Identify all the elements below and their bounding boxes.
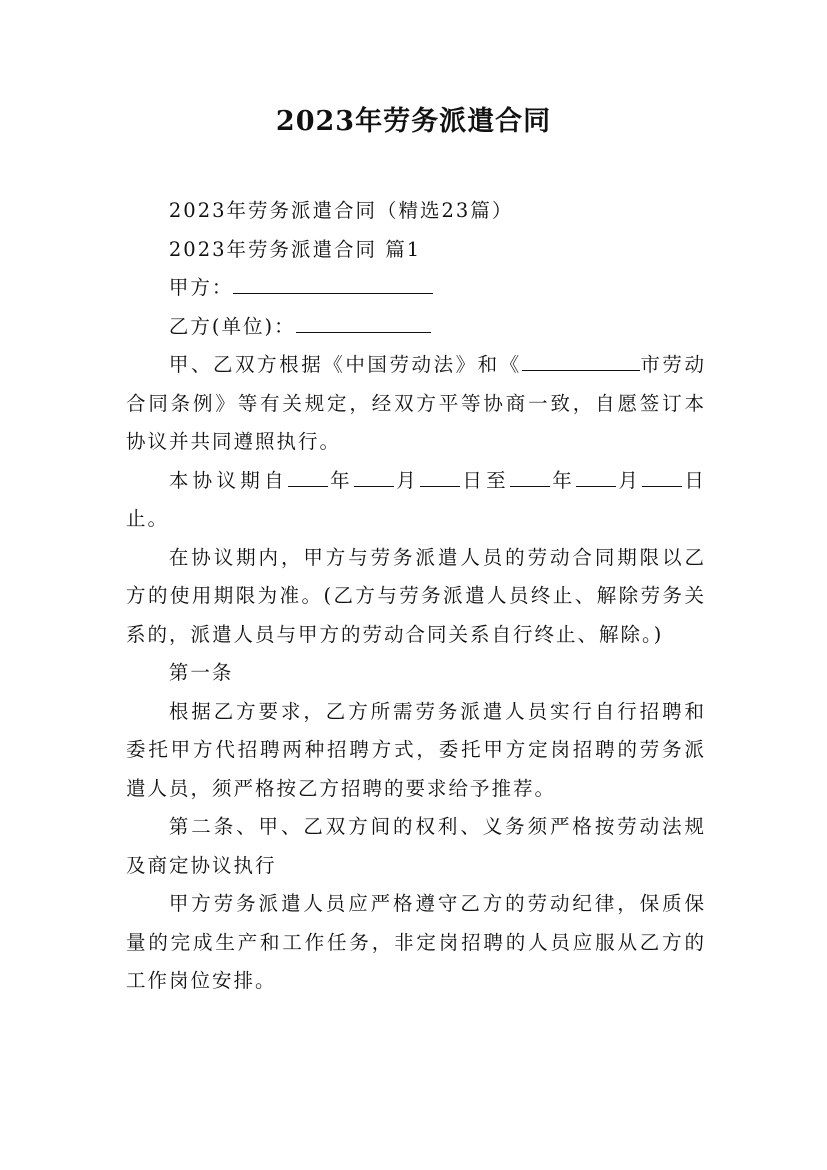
- end-day-blank: [642, 465, 682, 486]
- intro-paragraph: [126, 346, 706, 462]
- party-b-label: 乙方(单位)：: [168, 314, 296, 338]
- start-month-blank: [354, 465, 394, 486]
- subtitle-line: 2023年劳务派遣合同（精选23篇）: [168, 199, 514, 222]
- party-a-line: [126, 269, 706, 308]
- party-b-line: [126, 308, 706, 347]
- term-year-2: 年: [549, 468, 577, 492]
- intro-text-2: 市劳动合同条例》等有关规定，经双方平等协商一致，自愿签订本协议并共同遵照执行。: [126, 353, 706, 453]
- article-2-heading: 第二条、甲、乙双方间的权利、义务须严格按劳动法规及商定协议执行: [126, 815, 706, 877]
- term-month-2: 月: [616, 468, 643, 492]
- start-year-blank: [288, 465, 328, 486]
- article-2-text: 甲方劳务派遣人员应严格遵守乙方的劳动纪律，保质保量的完成生产和工作任务，非定岗招聘的人员应服从乙方的工作岗位安排。: [126, 892, 706, 992]
- term-paragraph: [126, 462, 706, 539]
- start-day-blank: [420, 465, 460, 486]
- period-paragraph: 在协议期内，甲方与劳务派遣人员的劳动合同期限以乙方的使用期限为准。(乙方与劳务派遣人员终止、解除劳务关系的，派遣人员与甲方的劳动合同关系自行终止、解除。): [126, 545, 706, 646]
- term-day-1: 日至: [460, 468, 510, 492]
- term-month-1: 月: [393, 468, 421, 492]
- intro-text-1: 甲、乙双方根据《中国劳动法》和《: [168, 353, 522, 376]
- city-blank: [522, 350, 640, 371]
- article-1-heading: 第一条: [168, 661, 234, 684]
- term-prefix: 本协议期自: [168, 468, 288, 492]
- party-a-blank: [233, 273, 433, 294]
- party-a-label: 甲方：: [168, 276, 234, 299]
- section-heading: 2023年劳务派遣合同 篇1: [168, 237, 422, 261]
- end-month-blank: [576, 465, 616, 486]
- term-year-1: 年: [327, 468, 354, 492]
- party-b-blank: [296, 311, 431, 332]
- article-1-text: 根据乙方要求，乙方所需劳务派遣人员实行自行招聘和委托甲方代招聘两种招聘方式，委托甲方定岗招聘的劳务派遣人员，须严格按乙方招聘的要求给予推荐。: [126, 699, 706, 800]
- end-year-blank: [510, 465, 550, 486]
- term-day-2: 日止。: [126, 468, 706, 530]
- document-body: [126, 192, 706, 1001]
- document-title: 2023年劳务派遣合同: [275, 106, 552, 137]
